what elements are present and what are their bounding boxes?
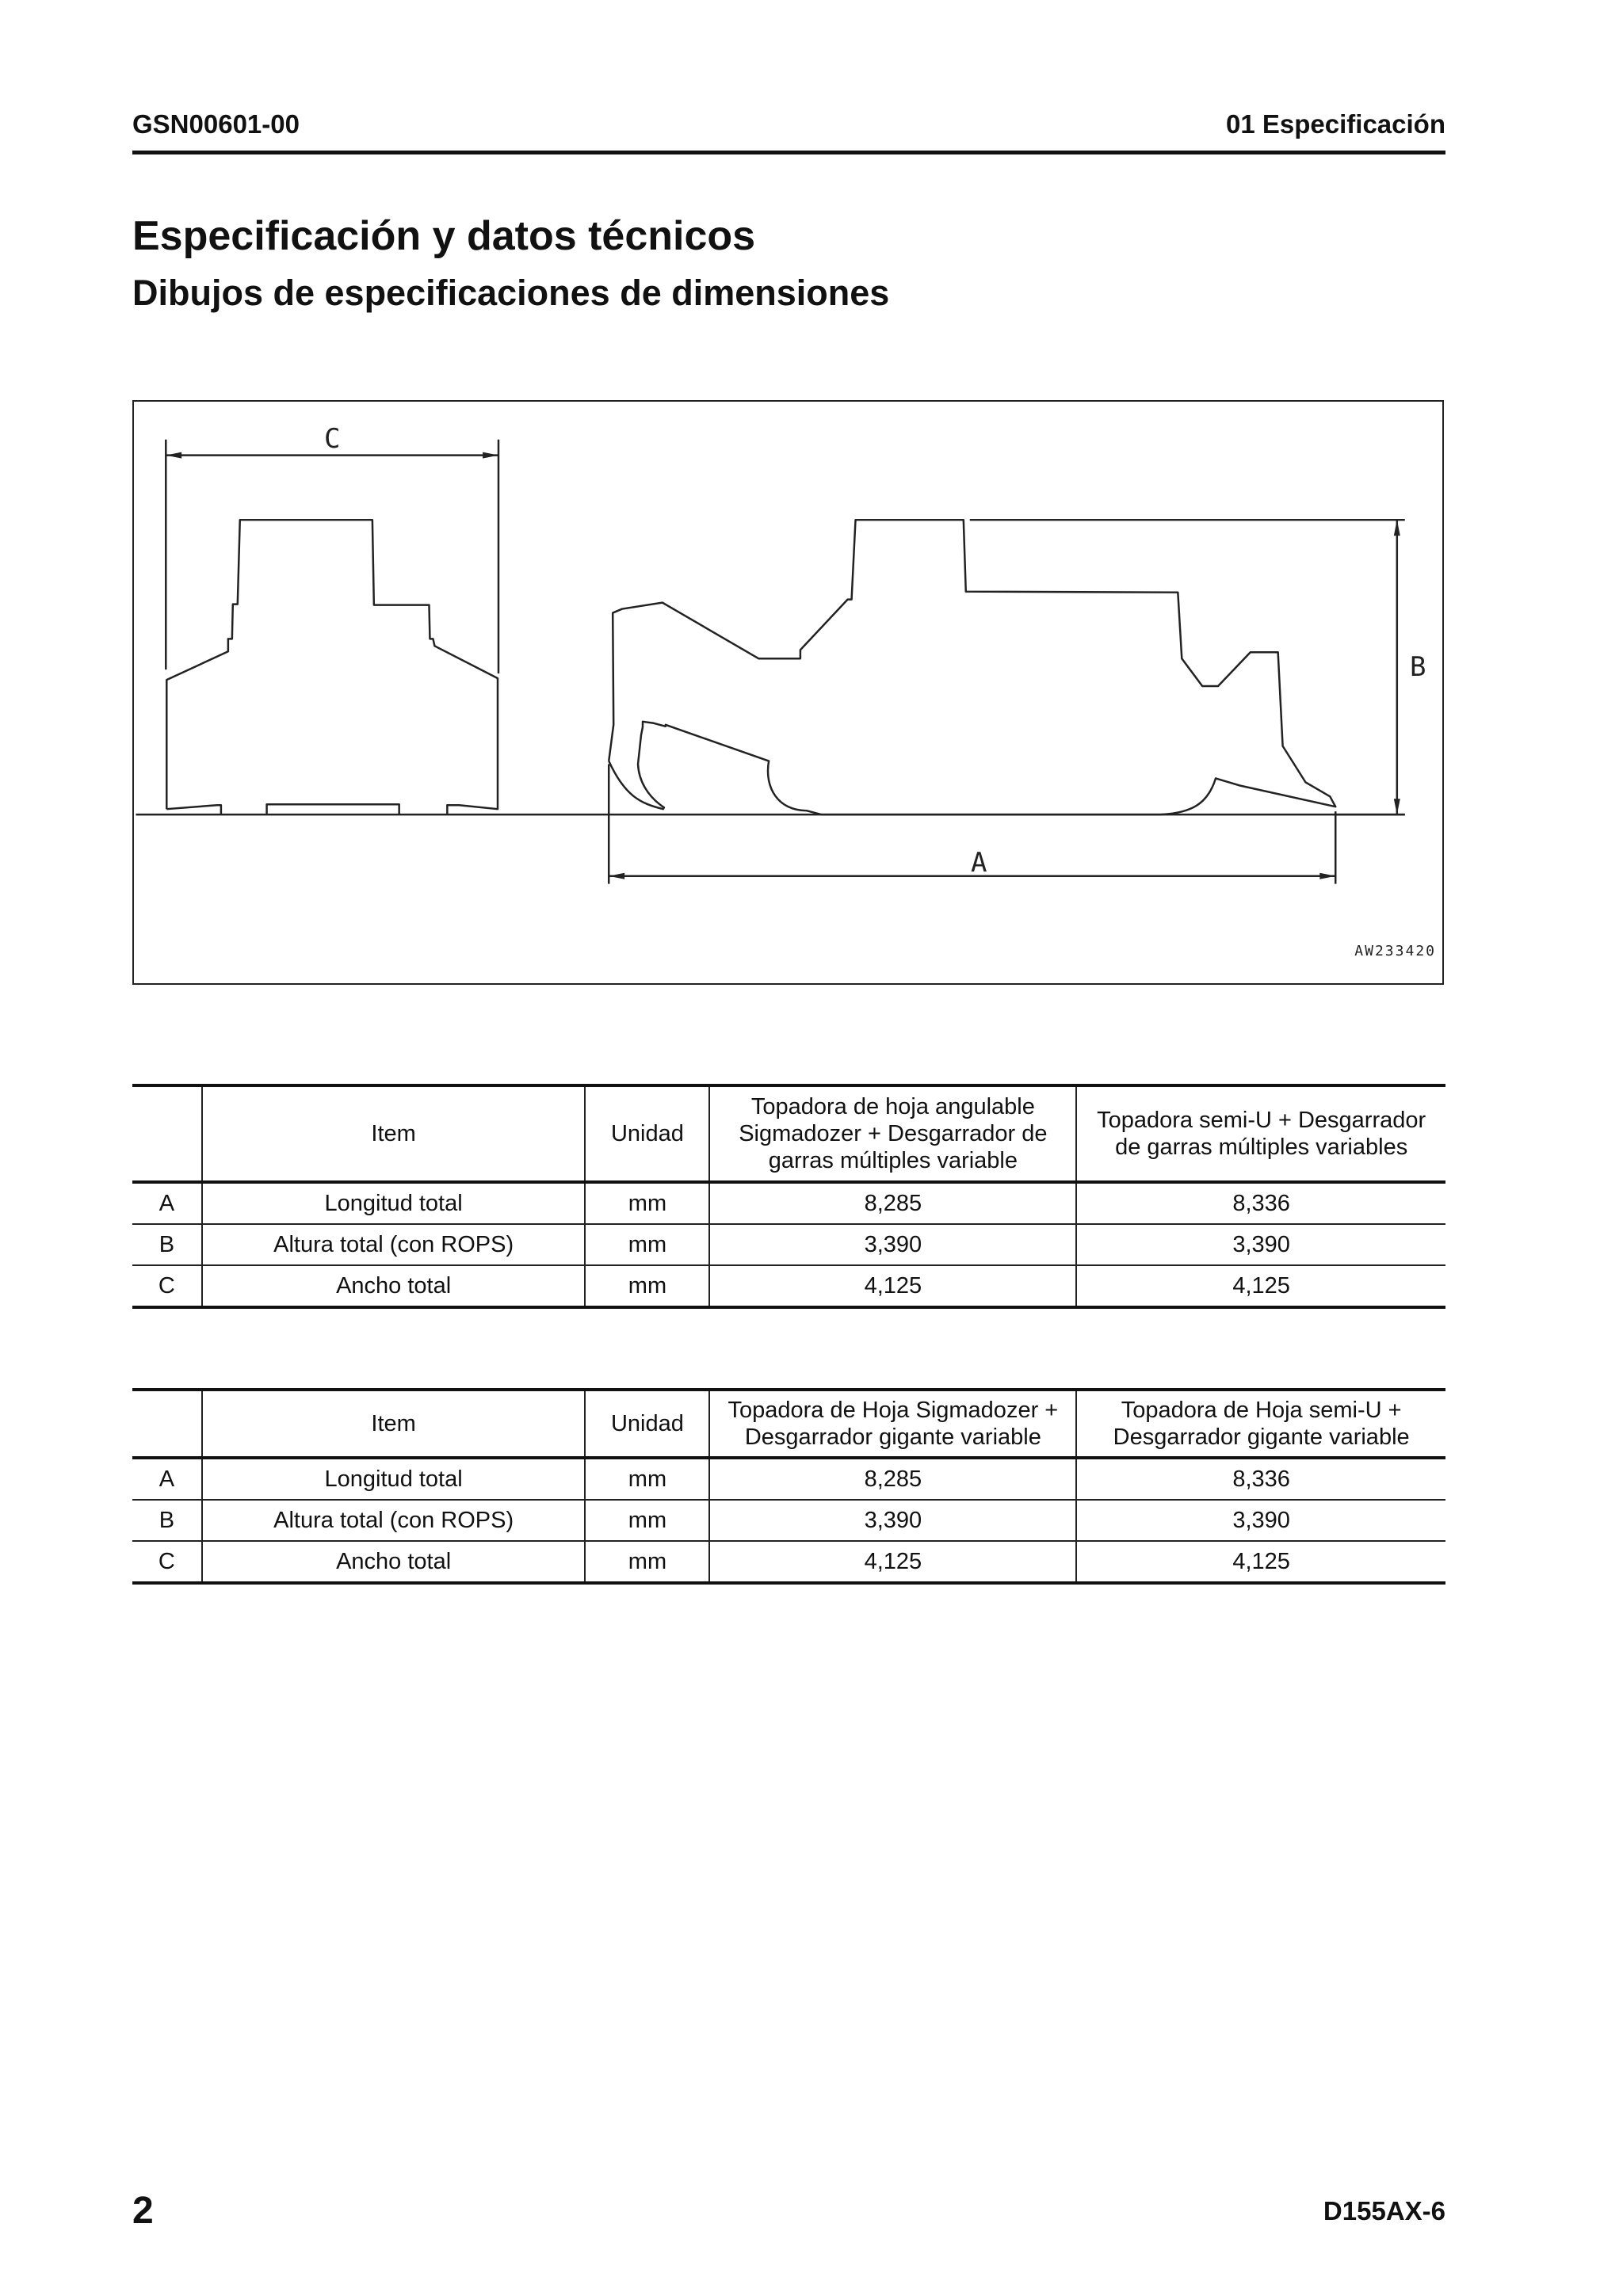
table-cell: 3,390 xyxy=(709,1500,1076,1541)
table-cell: 8,336 xyxy=(1076,1182,1445,1224)
table-cell: C xyxy=(132,1541,202,1583)
table-cell: 4,125 xyxy=(709,1265,1076,1307)
model-code: D155AX-6 xyxy=(1323,2196,1445,2225)
bulldozer-outline-drawing xyxy=(134,402,1442,983)
page-number: 2 xyxy=(132,2190,154,2232)
table-cell: 4,125 xyxy=(1076,1541,1445,1583)
table-cell: 8,336 xyxy=(1076,1458,1445,1500)
dimensions-table-2 xyxy=(132,1388,1445,1585)
dimension-label-c: C xyxy=(324,423,341,455)
table-row xyxy=(132,1500,1445,1541)
side-view-outline xyxy=(609,520,1335,814)
header-cell: Topadora de Hoja Sigmadozer + Desgarrador gigante variable xyxy=(709,1390,1076,1458)
table-row xyxy=(132,1541,1445,1583)
header-cell: Item xyxy=(202,1390,586,1458)
table-cell: 3,390 xyxy=(1076,1224,1445,1265)
table-header-row xyxy=(132,1390,1445,1458)
header-cell: Unidad xyxy=(585,1390,709,1458)
table-cell: A xyxy=(132,1458,202,1500)
table-cell: mm xyxy=(585,1265,709,1307)
table-cell: 3,390 xyxy=(1076,1500,1445,1541)
table-cell: 8,285 xyxy=(709,1182,1076,1224)
table-cell: mm xyxy=(585,1182,709,1224)
table-cell: 4,125 xyxy=(709,1541,1076,1583)
table-cell: B xyxy=(132,1224,202,1265)
header-cell xyxy=(132,1390,202,1458)
table-cell: Longitud total xyxy=(202,1182,586,1224)
table-cell: mm xyxy=(585,1541,709,1583)
table-cell: A xyxy=(132,1182,202,1224)
table-row xyxy=(132,1224,1445,1265)
header-cell: Topadora de Hoja semi-U + Desgarrador gigante variable xyxy=(1076,1390,1445,1458)
table-header-row xyxy=(132,1085,1445,1182)
table-cell: 3,390 xyxy=(709,1224,1076,1265)
figure-code: AW233420 xyxy=(1354,943,1436,959)
table-cell: Altura total (con ROPS) xyxy=(202,1500,586,1541)
front-view-outline xyxy=(166,520,498,814)
table-cell: B xyxy=(132,1500,202,1541)
table-cell: C xyxy=(132,1265,202,1307)
dimensions-table-1 xyxy=(132,1084,1445,1309)
table-row xyxy=(132,1458,1445,1500)
table-cell: 8,285 xyxy=(709,1458,1076,1500)
header-cell: Topadora semi-U + Desgarrador de garras múltiples variables xyxy=(1076,1085,1445,1182)
table-cell: 4,125 xyxy=(1076,1265,1445,1307)
table-row xyxy=(132,1265,1445,1307)
doc-code: GSN00601-00 xyxy=(132,109,300,139)
header-cell: Topadora de hoja angulable Sigmadozer + Desgarrador de garras múltiples variable xyxy=(709,1085,1076,1182)
table-cell: Ancho total xyxy=(202,1265,586,1307)
table-cell: Altura total (con ROPS) xyxy=(202,1224,586,1265)
header-cell xyxy=(132,1085,202,1182)
section-label: 01 Especificación xyxy=(1226,109,1445,139)
table-cell: mm xyxy=(585,1458,709,1500)
table-row xyxy=(132,1182,1445,1224)
dimension-drawing xyxy=(132,400,1444,985)
table-cell: mm xyxy=(585,1224,709,1265)
page-header xyxy=(132,111,1445,154)
table-cell: mm xyxy=(585,1500,709,1541)
table-cell: Ancho total xyxy=(202,1541,586,1583)
dimension-label-a: A xyxy=(971,847,987,879)
dimension-label-b: B xyxy=(1410,651,1426,683)
page-subtitle: Dibujos de especificaciones de dimensiones xyxy=(132,273,890,313)
table-cell: Longitud total xyxy=(202,1458,586,1500)
header-cell: Item xyxy=(202,1085,586,1182)
header-cell: Unidad xyxy=(585,1085,709,1182)
page-title: Especificación y datos técnicos xyxy=(132,213,756,259)
